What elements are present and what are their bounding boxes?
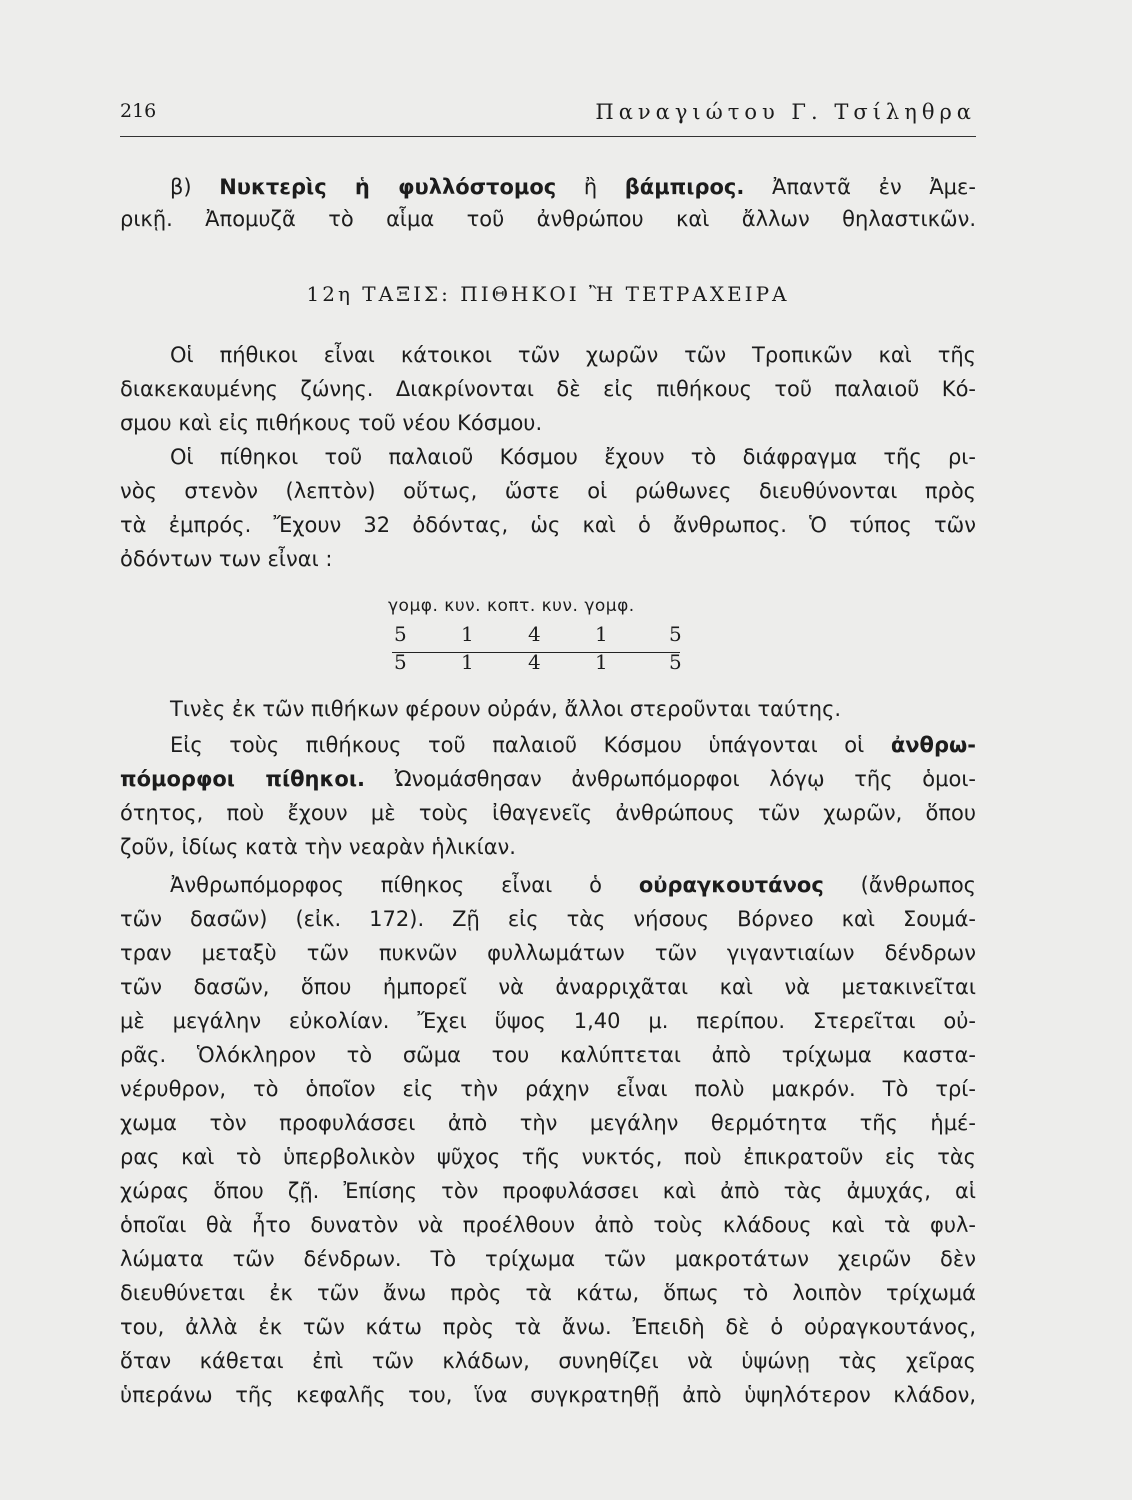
paragraph-line: Οἱ πίθηκοι τοῦ παλαιοῦ Κόσμου ἔχουν τὸ διάφραγμα τῆς ρι- bbox=[170, 445, 976, 469]
paragraph-line: Τινὲς ἐκ τῶν πιθήκων φέρουν οὐράν, ἄλλοι στεροῦνται ταύτης. bbox=[170, 697, 842, 721]
text-fragment: Εἰς τοὺς πιθήκους τοῦ παλαιοῦ Κόσμου ὑπάγονται οἱ bbox=[170, 733, 891, 757]
paragraph-line: σμου καὶ εἰς πιθήκους τοῦ νέου Κόσμου. bbox=[120, 411, 543, 435]
page-number: 216 bbox=[120, 100, 157, 122]
tooth-count: 5 bbox=[394, 622, 407, 646]
paragraph-line: διακεκαυμένης ζώνης. Διακρίνονται δὲ εἰς πιθήκους τοῦ παλαιοῦ Κό- bbox=[120, 377, 976, 401]
paragraph-line: χωμα τὸν προφυλάσσει ἀπὸ τὴν μεγάλην θερμότητα τῆς ἡμέ- bbox=[120, 1111, 976, 1135]
tooth-count: 1 bbox=[461, 622, 474, 646]
page-header bbox=[120, 96, 976, 137]
section-b-line-1 bbox=[170, 172, 976, 202]
tooth-count: 5 bbox=[669, 650, 682, 674]
text-fragment: ἢ bbox=[556, 175, 625, 199]
tooth-count: 4 bbox=[528, 650, 541, 674]
paragraph-line: ὀδόντων των εἶναι : bbox=[120, 547, 333, 571]
paragraph-line: Οἱ πήθικοι εἶναι κάτοικοι τῶν χωρῶν τῶν Τροπικῶν καὶ τῆς bbox=[170, 343, 976, 367]
text-fragment: (ἄνθρωπος bbox=[823, 873, 976, 897]
paragraph-line bbox=[120, 764, 976, 794]
section-heading: 12η ΤΑΞΙΣ: ΠΙΘΗΚΟΙ Ἢ ΤΕΤΡΑΧΕΙΡΑ bbox=[306, 282, 790, 306]
dental-formula-lower bbox=[388, 650, 684, 678]
paragraph-line: ότητος, ποὺ ἔχουν μὲ τοὺς ἰθαγενεῖς ἀνθρώπους τῶν χωρῶν, ὅπου bbox=[120, 801, 976, 825]
paragraph-line: τὰ ἐμπρός. Ἔχουν 32 ὀδόντας, ὡς καὶ ὁ ἄνθρωπος. Ὁ τύπος τῶν bbox=[120, 513, 976, 537]
tooth-count: 5 bbox=[669, 622, 682, 646]
bold-term: βάμπιρος. bbox=[624, 175, 745, 199]
paragraph-line: διευθύνεται ἐκ τῶν ἄνω πρὸς τὰ κάτω, ὅπως τὸ λοιπὸν τρίχωμά bbox=[120, 1281, 976, 1305]
paragraph-line: νέρυθρον, τὸ ὁποῖον εἰς τὴν ράχην εἶναι πολὺ μακρόν. Τὸ τρί- bbox=[120, 1077, 976, 1101]
paragraph-line: χώρας ὅπου ζῇ. Ἐπίσης τὸν προφυλάσσει καὶ ἀπὸ τὰς ἀμυχάς, αἱ bbox=[120, 1179, 976, 1203]
bold-term: πόμορφοι πίθηκοι. bbox=[120, 767, 366, 791]
dental-formula-upper bbox=[388, 622, 684, 650]
dental-formula-header: γομφ. κυν. κοπτ. κυν. γομφ. bbox=[388, 596, 635, 616]
paragraph-line: τραν μεταξὺ τῶν πυκνῶν φυλλωμάτων τῶν γιγαντιαίων δένδρων bbox=[120, 941, 976, 965]
paragraph-line: ὑπεράνω τῆς κεφαλῆς του, ἵνα συγκρατηθῇ ἀπὸ ὑψηλότερον κλάδον, bbox=[120, 1383, 976, 1407]
paragraph-line: μὲ μεγάλην εὐκολίαν. Ἔχει ὕψος 1,40 μ. περίπου. Στερεῖται οὐ- bbox=[120, 1009, 976, 1033]
running-head: Παναγιώτου Γ. Τσίληθρα bbox=[595, 100, 976, 124]
tooth-count: 4 bbox=[528, 622, 541, 646]
paragraph-line: νὸς στενὸν (λεπτὸν) οὕτως, ὥστε οἱ ρώθωνες διευθύνονται πρὸς bbox=[120, 479, 976, 503]
fraction-bar bbox=[392, 652, 680, 653]
section-b-line-2: ρικῇ. Ἀπομυζᾶ τὸ αἷμα τοῦ ἀνθρώπου καὶ ἄλλων θηλαστικῶν. bbox=[120, 207, 976, 231]
paragraph-line: ὁποῖαι θὰ ἦτο δυνατὸν νὰ προέλθουν ἀπὸ τοὺς κλάδους καὶ τὰ φυλ- bbox=[120, 1213, 976, 1237]
text-fragment: Ὠνομάσθησαν ἀνθρωπόμορφοι λόγῳ τῆς ὁμοι- bbox=[365, 767, 976, 791]
paragraph-line: ρᾶς. Ὁλόκληρον τὸ σῶμα του καλύπτεται ἀπὸ τρίχωμα καστα- bbox=[120, 1043, 976, 1067]
text-fragment: Ἀνθρωπόμορφος πίθηκος εἶναι ὁ bbox=[170, 873, 639, 897]
paragraph-line bbox=[170, 730, 976, 760]
bold-term: Νυκτερὶς ἡ φυλλόστομος bbox=[219, 175, 557, 199]
section-label: β) bbox=[170, 175, 192, 199]
tooth-count: 5 bbox=[394, 650, 407, 674]
paragraph-line: λώματα τῶν δένδρων. Τὸ τρίχωμα τῶν μακροτάτων χειρῶν δὲν bbox=[120, 1247, 976, 1271]
bold-term: οὐραγκουτάνος bbox=[638, 873, 824, 897]
text-fragment: Ἀπαντᾶ ἐν Ἀμε- bbox=[744, 175, 976, 199]
paragraph-line: τῶν δασῶν) (εἰκ. 172). Ζῇ εἰς τὰς νήσους Βόρνεο καὶ Σουμά- bbox=[120, 907, 976, 931]
paragraph-line: ζοῦν, ἰδίως κατὰ τὴν νεαρὰν ἡλικίαν. bbox=[120, 835, 516, 859]
paragraph-line: του, ἀλλὰ ἐκ τῶν κάτω πρὸς τὰ ἄνω. Ἐπειδὴ δὲ ὁ οὐραγκουτάνος, bbox=[120, 1315, 976, 1339]
tooth-count: 1 bbox=[595, 650, 608, 674]
paragraph-line bbox=[170, 870, 976, 900]
paragraph-line: ρας καὶ τὸ ὑπερβολικὸν ψῦχος τῆς νυκτός, ποὺ ἐπικρατοῦν εἰς τὰς bbox=[120, 1145, 976, 1169]
tooth-count: 1 bbox=[461, 650, 474, 674]
paragraph-line: τῶν δασῶν, ὅπου ἠμπορεῖ νὰ ἀναρριχᾶται καὶ νὰ μετακινεῖται bbox=[120, 975, 976, 999]
paragraph-line: ὅταν κάθεται ἐπὶ τῶν κλάδων, συνηθίζει νὰ ὑψώνῃ τὰς χεῖρας bbox=[120, 1349, 976, 1373]
tooth-count: 1 bbox=[595, 622, 608, 646]
bold-term: ἀνθρω- bbox=[890, 733, 976, 757]
